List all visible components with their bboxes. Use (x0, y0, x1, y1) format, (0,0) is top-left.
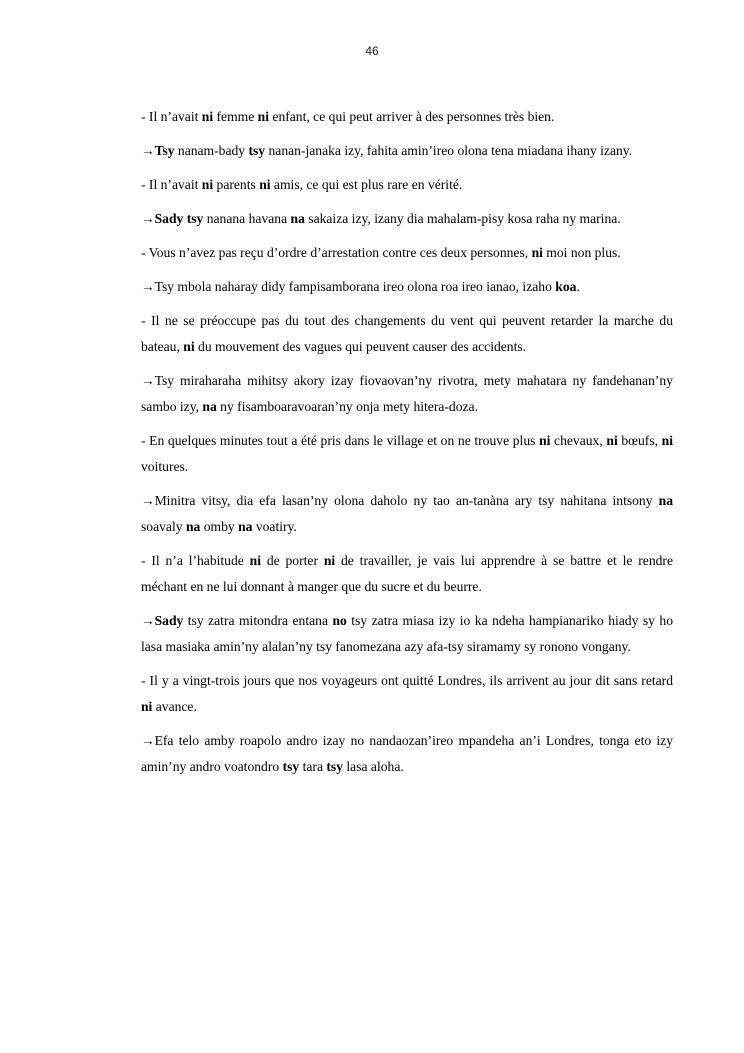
paragraph (141, 104, 673, 130)
text-run: - En quelques minutes tout a été pris dans le village et on ne trouve plus (141, 433, 540, 448)
text-run: . (576, 279, 580, 294)
text-run: avance. (152, 699, 197, 714)
text-run: - Il n’avait (141, 109, 202, 124)
emphasized-word: tsy (282, 759, 300, 774)
emphasized-word: ni (606, 433, 618, 448)
emphasized-word: no (332, 613, 347, 628)
emphasized-word: Sady tsy (154, 211, 204, 226)
text-run: chevaux, (550, 433, 607, 448)
text-run: - Il n’a l’habitude (141, 553, 250, 568)
text-run: de porter (261, 553, 324, 568)
text-run: →Tsy mbola naharay didy fampisamborana ireo olona roa ireo ianao, izaho (141, 279, 556, 294)
paragraph (141, 172, 673, 198)
text-run: →Minitra vitsy, dia efa lasan’ny olona daholo ny tao an-tanàna ary tsy nahitana intsony (141, 493, 659, 508)
paragraph (141, 138, 673, 164)
paragraph (141, 308, 673, 360)
text-run: →Tsy miraharaha mihitsy akory izay fiovaovan’ny rivotra, mety mahatara ny fandehanan’ny sambo izy, (141, 373, 673, 414)
emphasized-word: ni (201, 109, 214, 124)
text-run: - Il ne se préoccupe pas du tout des changements du vent qui peuvent retarder la marche du bateau, (141, 313, 673, 354)
text-run: → (141, 211, 155, 226)
text-run: voatiry. (252, 519, 297, 534)
emphasized-word: Sady (154, 613, 184, 628)
emphasized-word: ni (539, 433, 551, 448)
text-run: femme (213, 109, 258, 124)
text-run: ny fisamboaravoaran’ny onja mety hitera-doza. (216, 399, 478, 414)
text-run: amis, ce qui est plus rare en vérité. (270, 177, 463, 192)
paragraph (141, 728, 673, 780)
emphasized-word: tsy (326, 759, 343, 774)
paragraph (141, 428, 673, 480)
emphasized-word: ni (249, 553, 261, 568)
text-run: → (141, 613, 155, 628)
emphasized-word: koa (555, 279, 577, 294)
text-run: nanan-janaka izy, fahita amin’ireo olona tena miadana ihany izany. (265, 143, 633, 158)
text-run: sakaiza izy, izany dia mahalam-pisy kosa raha ny marina. (304, 211, 621, 226)
emphasized-word: na (290, 211, 305, 226)
text-run: du mouvement des vagues qui peuvent causer des accidents. (194, 339, 527, 354)
emphasized-word: ni (323, 553, 336, 568)
text-run: omby (200, 519, 239, 534)
text-run: nanam-bady (174, 143, 249, 158)
text-run: bœufs, (617, 433, 662, 448)
text-run: voitures. (141, 459, 189, 474)
page-number: 46 (365, 44, 379, 58)
text-run: nanana havana (203, 211, 291, 226)
emphasized-word: ni (531, 245, 543, 260)
text-run: tsy zatra mitondra entana (183, 613, 333, 628)
paragraph (141, 548, 673, 600)
text-run: soavaly (141, 519, 186, 534)
emphasized-word: na (185, 519, 201, 534)
text-run: de travailler, je vais lui apprendre à se battre et le rendre méchant en ne lui donnant à manger que du sucre et du beurre. (141, 553, 673, 594)
emphasized-word: Tsy (154, 143, 175, 158)
text-run: → (141, 143, 155, 158)
emphasized-word: ni (141, 699, 153, 714)
emphasized-word: na (202, 399, 217, 414)
emphasized-word: ni (259, 177, 271, 192)
text-run: parents (213, 177, 260, 192)
paragraph (141, 608, 673, 660)
paragraph (141, 206, 673, 232)
text-run: →Efa telo amby roapolo andro izay no nandaozan’ireo mpandeha an’i Londres, tonga eto izy amin’ny andro voatondro (141, 733, 673, 774)
paragraph (141, 240, 673, 266)
paragraph (141, 274, 673, 300)
paragraph (141, 668, 673, 720)
page-body (141, 104, 673, 788)
paragraph (141, 368, 673, 420)
emphasized-word: ni (183, 339, 195, 354)
emphasized-word: na (658, 493, 673, 508)
text-run: - Il n’avait (141, 177, 202, 192)
text-run: moi non plus. (542, 245, 621, 260)
text-run: tara (299, 759, 327, 774)
text-run: lasa aloha. (343, 759, 404, 774)
paragraph (141, 488, 673, 540)
emphasized-word: ni (201, 177, 214, 192)
text-run: - Vous n’avez pas reçu d’ordre d’arrestation contre ces deux personnes, (141, 245, 532, 260)
emphasized-word: tsy (248, 143, 266, 158)
text-run: enfant, ce qui peut arriver à des personnes très bien. (269, 109, 555, 124)
emphasized-word: ni (257, 109, 270, 124)
emphasized-word: na (238, 519, 253, 534)
text-run: tsy zatra miasa izy io ka ndeha hampianariko hiady sy ho lasa masiaka amin’ny alalan’ny tsy fanomezana azy afa-tsy siramamy sy ronono vongany. (141, 613, 674, 654)
text-run: - Il y a vingt-trois jours que nos voyageurs ont quitté Londres, ils arrivent au jour dit sans retard (141, 673, 673, 688)
emphasized-word: ni (661, 433, 673, 448)
